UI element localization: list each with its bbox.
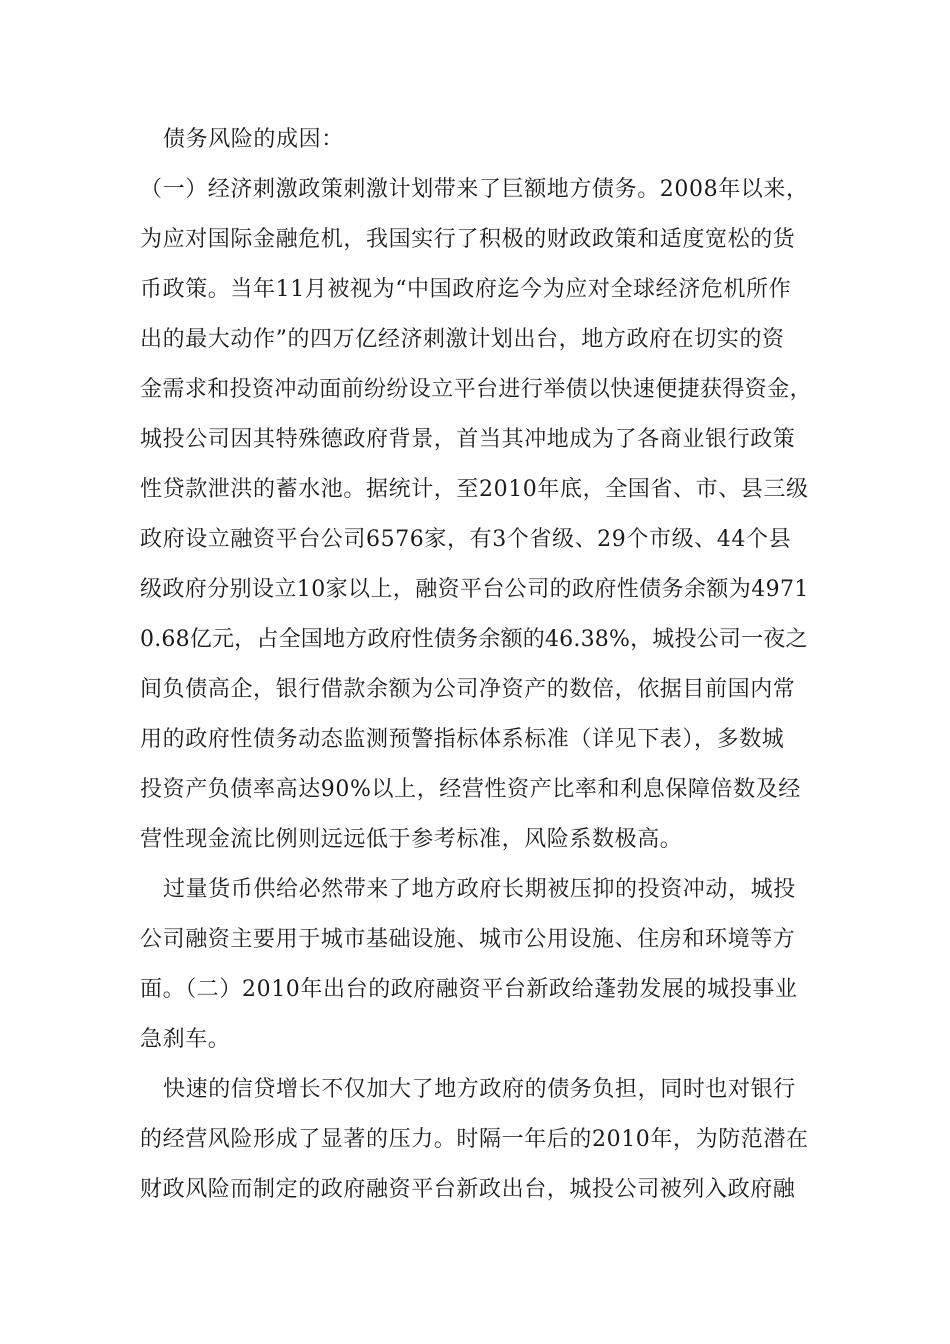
text-line: 政府设立融资平台公司6576家，有3个省级、29个市级、44个县 [140,527,792,552]
text-line: 0.68亿元，占全国地方政府性债务余额的46.38%，城投公司一夜之 [140,627,808,652]
text-line: 间负债高企，银行借款余额为公司净资产的数倍，依据目前国内常 [140,677,796,702]
text-line: 用的政府性债务动态监测预警指标体系标准（详见下表），多数城 [140,727,785,752]
text-line: 出的最大动作”的四万亿经济刺激计划出台，地方政府在切实的资 [140,327,785,352]
text-line: 城投公司因其特殊德政府背景，首当其冲地成为了各商业银行政策 [140,427,796,452]
text-line: 的经营风险形成了显著的压力。时隔一年后的2010年，为防范潜在 [140,1127,809,1152]
text-line: 快速的信贷增长不仅加大了地方政府的债务负担，同时也对银行 [163,1077,796,1102]
text-line: 性贷款泄洪的蓄水池。据统计，至2010年底，全国省、市、县三级 [140,477,809,502]
text-line: 面。（二）2010年出台的政府融资平台新政给蓬勃发展的城投事业 [140,977,798,1002]
text-line: （一）经济刺激政策刺激计划带来了巨额地方债务。2008年以来， [140,177,809,202]
text-line: 币政策。当年11月被视为“中国政府迄今为应对全球经济危机所作 [140,277,792,302]
text-line: 急刹车。 [140,1027,231,1052]
text-line: 财政风险而制定的政府融资平台新政出台，城投公司被列入政府融 [140,1177,796,1202]
text-line: 债务风险的成因： [163,127,344,152]
text-line: 为应对国际金融危机，我国实行了积极的财政政策和适度宽松的货 [140,227,796,252]
text-line: 营性现金流比例则远远低于参考标准，风险系数极高。 [140,827,683,852]
text-line: 级政府分别设立10家以上，融资平台公司的政府性债务余额为4971 [140,577,809,602]
text-line: 金需求和投资冲动面前纷纷设立平台进行举债以快速便捷获得资金， [140,377,813,402]
text-line: 过量货币供给必然带来了地方政府长期被压抑的投资冲动，城投 [163,877,796,902]
text-line: 公司融资主要用于城市基础设施、城市公用设施、住房和环境等方 [140,927,796,952]
text-line: 投资产负债率高达90%以上，经营性资产比率和利息保障倍数及经 [140,777,801,802]
